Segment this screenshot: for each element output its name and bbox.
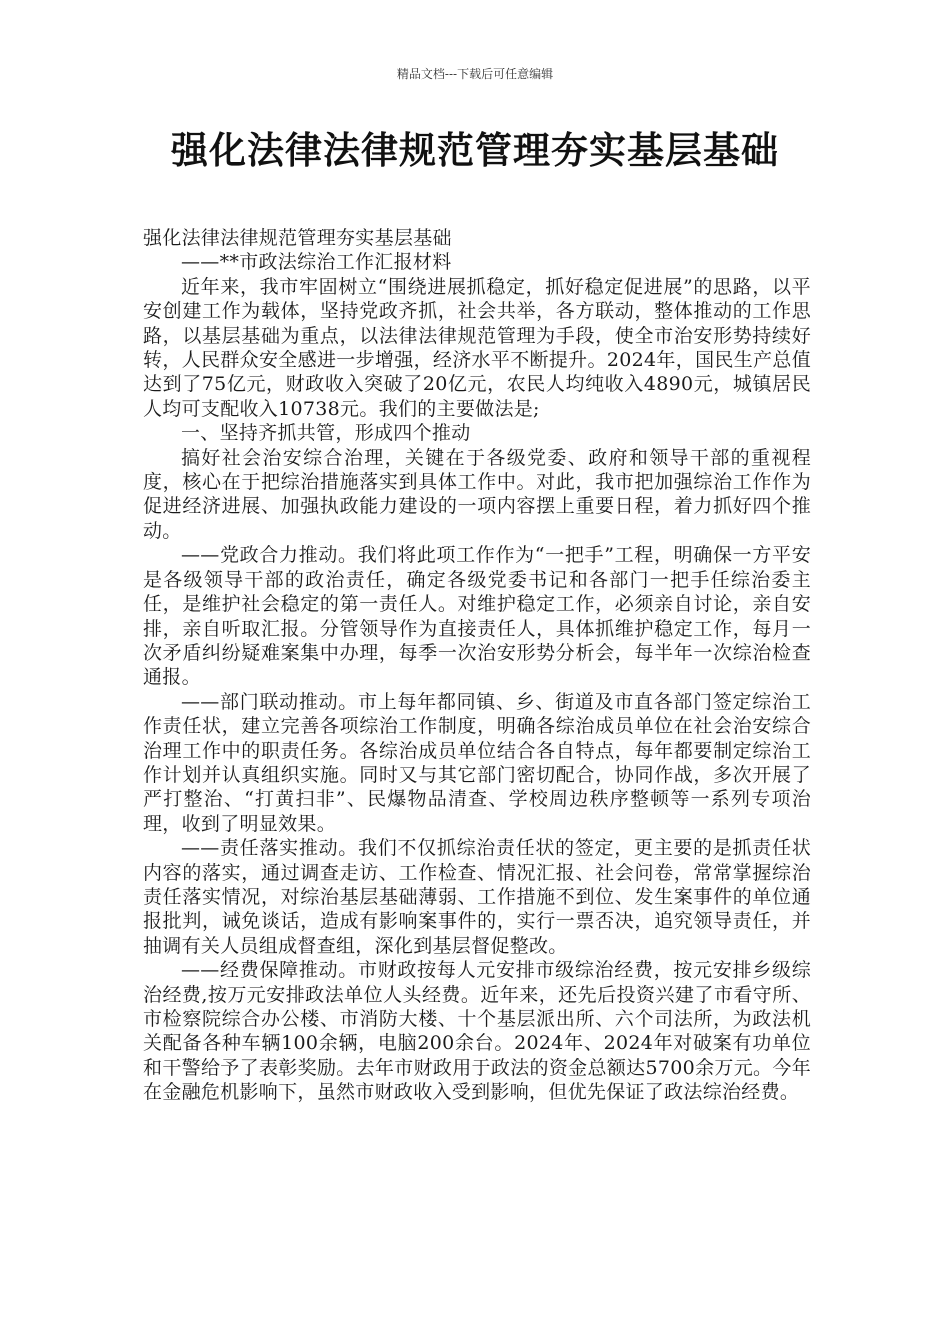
paragraph-party-push: ——党政合力推动。我们将此项工作作为“一把手”工程，明确保一方平安是各级领导干部的政治责任，确定各级党委书记和各部门一把手任综治委主任，是维护社会稳定的第一责任人。对维护稳定工作，必须亲自讨论，亲自安排，亲自听取汇报。分管领导作为直接责任人，具体抓维护稳定工作，每月一次矛盾纠纷疑难案集中办理，每季一次治安形势分析会，每半年一次综治检查通报。	[143, 544, 811, 689]
document-title: 强化法律法律规范管理夯实基层基础	[171, 129, 779, 172]
paragraph-responsibility-push: ——责任落实推动。我们不仅抓综治责任状的签定，更主要的是抓责任状内容的落实，通过调查走访、工作检查、情况汇报、社会问卷，常常掌握综治责任落实情况，对综治基层基础薄弱、工作措施不到位、发生案事件的单位通报批判，诫免谈话，造成有影响案事件的，实行一票否决，追究领导责任，并抽调有关人员组成督查组，深化到基层督促整改。	[143, 837, 811, 957]
body-heading: 强化法律法律规范管理夯实基层基础	[143, 227, 452, 249]
section-heading-1: 一、坚持齐抓共管，形成四个推动	[181, 422, 471, 445]
paragraph-intro: 近年来，我市牢固树立“围绕进展抓稳定，抓好稳定促进展”的思路，以平安创建工作为载体，坚持党政齐抓，社会共举，各方联动，整体推动的工作思路，以基层基础为重点，以法律法律规范管理为手段，使全市治安形势持续好转，人民群众安全感进一步增强，经济水平不断提升。2024年，国民生产总值达到了75亿元，财政收入突破了20亿元，农民人均纯收入4890元，城镇居民人均可支配收入10738元。我们的主要做法是;	[143, 275, 811, 420]
header-note: 精品文档---下载后可任意编辑	[396, 67, 554, 81]
paragraph-department-push: ——部门联动推动。市上每年都同镇、乡、街道及市直各部门签定综治工作责任状，建立完善各项综治工作制度，明确各综治成员单位在社会治安综合治理工作中的职责任务。各综治成员单位结合各自特点，每年都要制定综治工作计划并认真组织实施。同时又与其它部门密切配合，协同作战，多次开展了严打整治、“打黄扫非”、民爆物品清查、学校周边秩序整顿等一系列专项治理，收到了明显效果。	[143, 690, 811, 835]
paragraph-section-1: 搞好社会治安综合治理，关键在于各级党委、政府和领导干部的重视程度，核心在于把综治措施落实到具体工作中。对此，我市把加强综治工作作为促进经济进展、加强执政能力建设的一项内容摆上重要日程，着力抓好四个推动。	[143, 446, 811, 542]
document-body	[143, 226, 811, 1105]
body-subtitle: ——**市政法综治工作汇报材料	[181, 251, 452, 274]
paragraph-funding-push: ——经费保障推动。市财政按每人元安排市级综治经费，按元安排乡级综治经费,按万元安排政法单位人头经费。近年来，还先后投资兴建了市看守所、市检察院综合办公楼、市消防大楼、十个基层派出所、六个司法所，为政法机关配备各种车辆100余辆，电脑200余台。2024年、2024年对破案有功单位和干警给予了表彰奖励。去年市财政用于政法的资金总额达5700余万元。今年在金融危机影响下，虽然市财政收入受到影响，但优先保证了政法综治经费。	[143, 959, 811, 1104]
